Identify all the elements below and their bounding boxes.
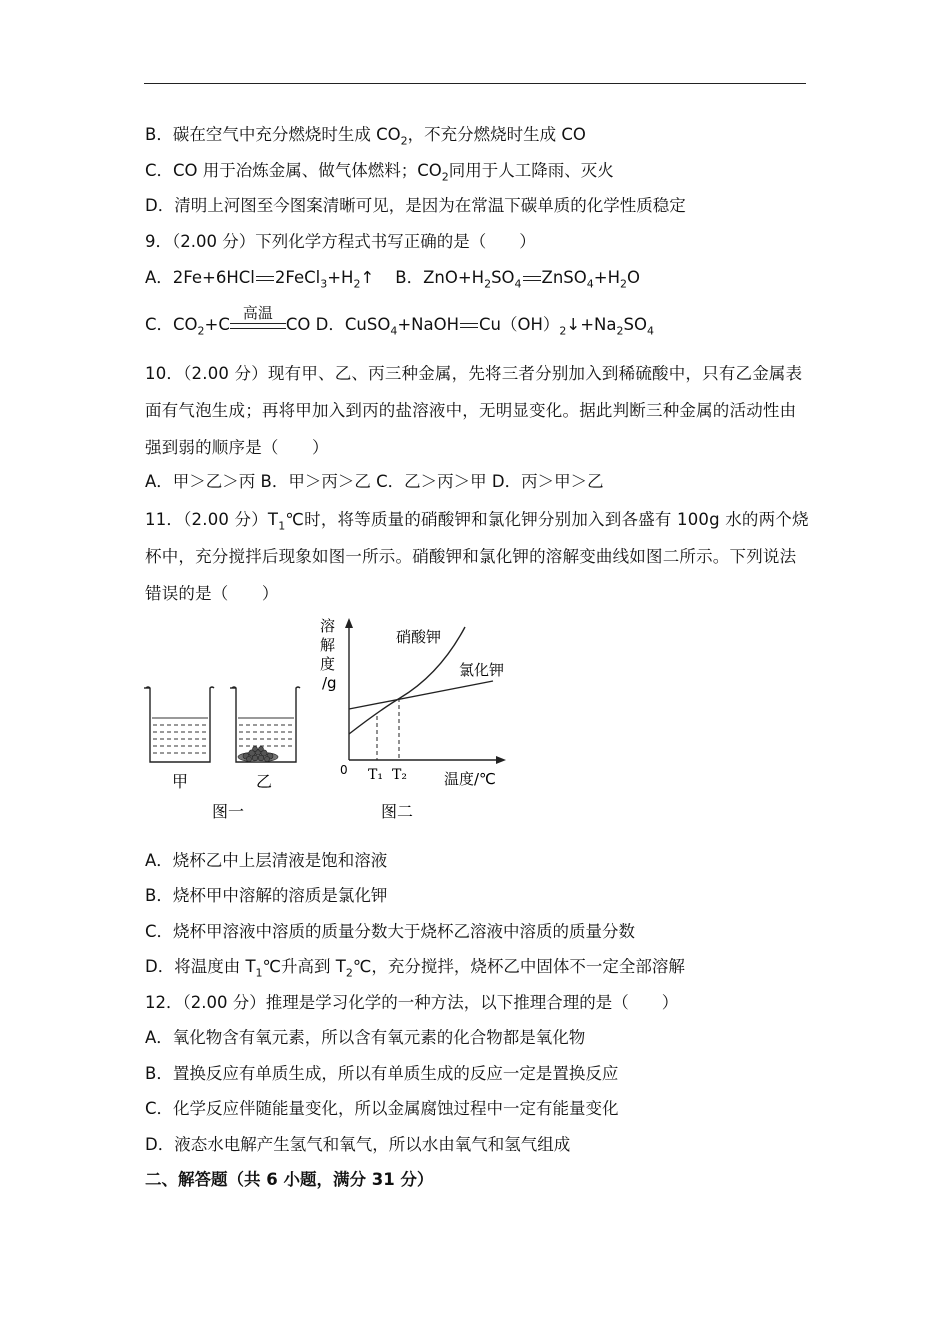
figure-1-caption: 图一 [211, 802, 245, 821]
q12-option-c: C．化学反应伴随能量变化，所以金属腐蚀过程中一定有能量变化 [145, 1099, 619, 1118]
figure-1-beakers [140, 680, 310, 830]
q12-option-a: A．氧化物含有氧元素，所以含有氧元素的化合物都是氧化物 [145, 1028, 586, 1047]
svg-text:溶: 溶 [320, 617, 336, 635]
reaction-condition: 高温 [230, 323, 286, 329]
t1-label: T₁ [368, 767, 383, 783]
q10-options: A．甲＞乙＞丙 B．甲＞丙＞乙 C．乙＞丙＞甲 D．丙＞甲＞乙 [145, 472, 604, 491]
curve-label-kcl: 氯化钾 [459, 661, 505, 679]
svg-text:/g: /g [322, 674, 337, 692]
section-2-heading: 二、解答题（共 6 小题，满分 31 分） [145, 1170, 434, 1189]
q10-stem: 10．（2.00 分）现有甲、乙、丙三种金属，先将三者分别加入到稀硫酸中，只有乙金属表面有气泡生成；再将甲加入到丙的盐溶液中，无明显变化。据此判断三种金属的活动性由强到弱的顺序是（ ） [145, 364, 803, 457]
q9-options-ab: A．2Fe+6HCl $2FeCl_3+H_2↑$ B．$ZnO+H_2SO_4$ $ZnSO_4+H_2O$ [145, 268, 641, 291]
q8-option-c: C．CO 用于冶炼金属、做气体燃料；$CO_2$同用于人工降雨、灭火 [145, 161, 614, 184]
beaker-yi-label: 乙 [255, 772, 273, 791]
svg-text:解: 解 [320, 636, 336, 654]
q11-option-c: C．烧杯甲溶液中溶质的质量分数大于烧杯乙溶液中溶质的质量分数 [145, 922, 636, 941]
q11-stem: 11．（2.00 分）$T_1℃$时，将等质量的硝酸钾和氯化钾分别加入到各盛有 100g 水的两个烧杯中，充分搅拌后现象如图一所示。硝酸钾和氯化钾的溶解变曲线如图二所示。下列说法错误的是（ ） [145, 510, 809, 603]
beaker-jia [144, 687, 214, 762]
x-axis-arrow [496, 756, 506, 764]
q12-stem: 12．（2.00 分）推理是学习化学的一种方法，以下推理合理的是（ ） [145, 993, 679, 1012]
q11-option-d: D．将温度由 $T_1℃$升高到 $T_2℃$，充分搅拌，烧杯乙中固体不一定全部溶解 [145, 957, 685, 980]
figure-2-caption: 图二 [380, 802, 414, 821]
figure-2-solubility-chart [310, 612, 530, 827]
q11-option-a: A．烧杯乙中上层清液是饱和溶液 [145, 851, 388, 870]
q11-option-b: B．烧杯甲中溶解的溶质是氯化钾 [145, 886, 388, 905]
y-axis-label [320, 617, 337, 692]
q9-options-cd: C．$CO_2+C$ 高温 CO D．CuSO$_4$+NaOH $Cu(OH)_2↓+Na_2SO_4$ [145, 303, 654, 338]
q8-option-d: D．清明上河图至今图案清晰可见，是因为在常温下碳单质的化学性质稳定 [145, 196, 686, 215]
curve-potassium-chloride [349, 681, 493, 709]
curve-label-kno3: 硝酸钾 [396, 628, 442, 646]
q9-stem: 9．（2.00 分）下列化学方程式书写正确的是（ ） [145, 232, 536, 251]
q8-option-b: B．碳在空气中充分燃烧时生成 $CO_2$，不充分燃烧时生成 CO [145, 125, 586, 148]
svg-text:度: 度 [320, 655, 336, 673]
undissolved-solid [238, 747, 278, 763]
solution-yi [238, 718, 294, 746]
q12-option-b: B．置换反应有单质生成，所以有单质生成的反应一定是置换反应 [145, 1064, 619, 1083]
header-rule [144, 83, 806, 84]
beaker-jia-label: 甲 [171, 772, 189, 791]
q12-option-d: D．液态水电解产生氢气和氧气，所以水由氧气和氢气组成 [145, 1135, 571, 1154]
y-axis-arrow [345, 618, 353, 628]
solution-jia [152, 718, 208, 753]
t2-label: T₂ [392, 767, 407, 783]
x-axis-label: 温度/℃ [444, 770, 496, 788]
origin-label: 0 [340, 763, 348, 777]
